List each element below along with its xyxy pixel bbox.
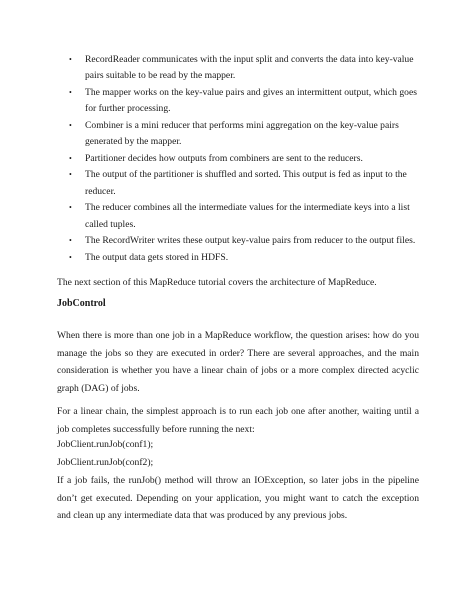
list-item-text: The mapper works on the key-value pairs and gives an intermittent output, which goes for further processing. — [85, 86, 417, 115]
list-item-text: Combiner is a mini reducer that performs mini aggregation on the key-value pairs generated by the mapper. — [85, 119, 399, 148]
list-item-text: The RecordWriter writes these output key-value pairs from reducer to the output files. — [85, 235, 416, 247]
bullet-icon: • — [69, 203, 72, 213]
list-item — [69, 167, 419, 199]
list-item — [69, 52, 419, 84]
job-failure-paragraph: If a job fails, the runJob() method will throw an IOException, so later jobs in the pipeline don’t get executed. Depending on your application, you might want to catch the exception and clean up any intermediate data that was produced by any previous jobs. — [57, 475, 419, 522]
bullet-icon: • — [69, 87, 72, 97]
bullet-icon: • — [69, 120, 72, 130]
next-section-paragraph: The next section of this MapReduce tutorial covers the architecture of MapReduce. — [57, 277, 377, 288]
bullet-icon: • — [69, 170, 72, 180]
list-item — [69, 151, 419, 167]
list-item — [69, 118, 419, 150]
bullet-icon: • — [69, 252, 72, 262]
list-item-text: The output data gets stored in HDFS. — [85, 251, 229, 263]
bullet-icon: • — [69, 55, 72, 64]
list-item-text: Partitioner decides how outputs from combiners are sent to the reducers. — [85, 152, 363, 164]
list-item — [69, 200, 419, 232]
list-item-text: The reducer combines all the intermediate values for the intermediate keys into a list called tuples. — [85, 202, 410, 230]
list-item — [69, 85, 419, 117]
jobcontrol-intro-paragraph: When there is more than one job in a MapReduce workflow, the question arises: how do you manage the jobs so they are executed in order? There are several approaches, and the main consideration is whether you have a linear chain of jobs or a more complex directed acyclic graph (DAG) of jobs. — [57, 330, 419, 394]
list-item — [69, 233, 419, 249]
linear-chain-paragraph: For a linear chain, the simplest approach is to run each job one after another, waiting until a job completes successfully before running the next: — [57, 406, 419, 435]
bullet-icon: • — [69, 236, 72, 246]
bullet-list — [69, 52, 419, 267]
list-item-text: The output of the partitioner is shuffled and sorted. This output is fed as input to the reducer. — [85, 169, 407, 197]
code-line-1: JobClient.runJob(conf1); — [57, 439, 154, 450]
list-item — [69, 250, 419, 266]
code-line-2: JobClient.runJob(conf2); — [57, 457, 154, 468]
section-heading: JobControl — [57, 298, 106, 309]
bullet-icon: • — [69, 153, 72, 163]
list-item-text: RecordReader communicates with the input split and converts the data into key-value pairs suitable to be read by the mapper. — [85, 54, 414, 82]
